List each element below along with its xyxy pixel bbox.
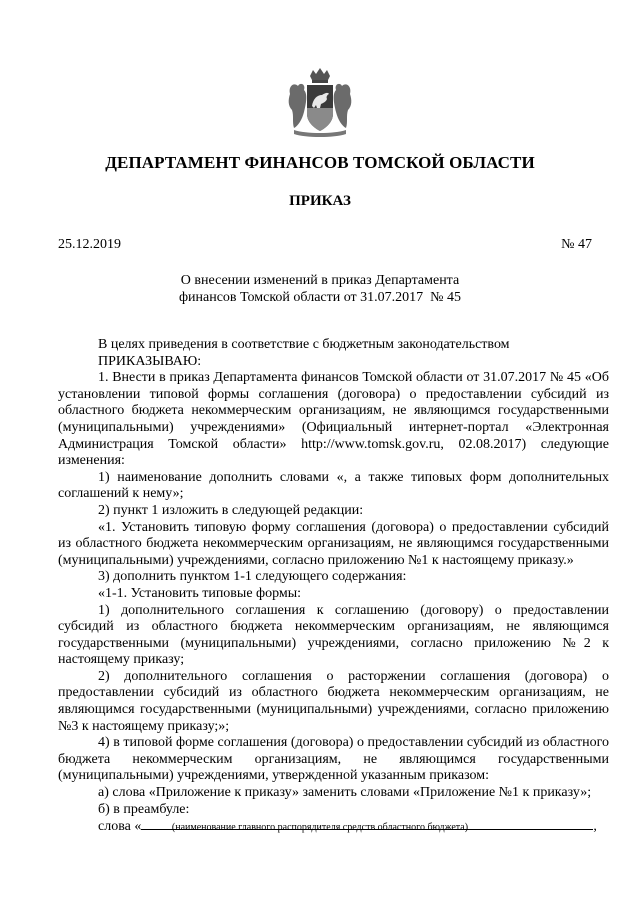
words-prefix: слова «	[98, 819, 142, 835]
organization-title: ДЕПАРТАМЕНТ ФИНАНСОВ ТОМСКОЙ ОБЛАСТИ	[105, 153, 535, 172]
paragraph-4-item-a: а) слова «Приложение к приказу» заменить словами «Приложение №1 к приказу»;	[98, 785, 592, 801]
document-type-title: ПРИКАЗ	[289, 193, 351, 209]
coat-of-arms-icon	[286, 68, 354, 138]
paragraph-4: 4) в типовой форме соглашения (договора) о предоставлении субсидий из областного бюджета некоммерческим организациям, не являющимся государственными (муниципальными) учреждениями, утвержденной указанным приказом:	[58, 735, 609, 784]
paragraph-1-item-1: 1) наименование дополнить словами «, а также типовых форм дополнительных соглашений к нему»;	[58, 469, 609, 502]
document-subject	[0, 272, 640, 306]
intro-paragraph: В целях приведения в соответствие с бюджетным законодательством	[98, 337, 510, 352]
words-suffix: ,	[593, 819, 597, 835]
paragraph-1: 1. Внести в приказ Департамента финансов Томской области от 31.07.2017 № 45 «Об установлении типовой формы соглашения (договора) о предоставлении субсидий из областного бюджета некоммерческим организациям, не являющимся государственными (муниципальными) учреждениями» (Официальный интернет-портал «Электронная Администрация Томской области» http://www.tomsk.gov.ru, 02.08.2017) следующие изменения:	[58, 370, 609, 469]
paragraph-3-heading: «1-1. Установить типовые формы:	[98, 585, 302, 601]
paragraph-3-item-2: 2) дополнительного соглашения о расторжении соглашения (договора) о предоставлении субсидий из областного бюджета некоммерческим организациям, не являющимся государственными (муниципальными) учреждениями, согласно приложению №3 к настоящему приказу;»;	[58, 668, 609, 734]
paragraph-4-item-b: б) в преамбуле:	[98, 801, 190, 817]
paragraph-2-text: «1. Установить типовую форму соглашения (договора) о предоставлении субсидий из областного бюджета некоммерческим организациям, не являющимся государственными (муниципальными) учреждениями, согласно приложению №1 к настоящему приказу.»	[58, 519, 609, 568]
subject-line-1: О внесении изменений в приказ Департамента	[180, 273, 460, 288]
paragraph-3-item-1: 1) дополнительного соглашения к соглашению (договору) о предоставлении субсидий из областного бюджета некоммерческим организациям, не являющимся государственными (муниципальными) учреждениями, согласно приложению №2 к настоящему приказу;	[58, 602, 609, 668]
document-date: 25.12.2019	[58, 237, 121, 252]
fill-in-caption: (наименование главного распорядителя средств областного бюджета)	[171, 822, 469, 833]
document-body	[58, 337, 609, 836]
paragraph-3: 3) дополнить пунктом 1-1 следующего содержания:	[98, 569, 407, 585]
paragraph-2: 2) пункт 1 изложить в следующей редакции:	[98, 502, 364, 518]
document-number: № 47	[561, 237, 592, 252]
order-word: ПРИКАЗЫВАЮ:	[98, 353, 202, 369]
subject-line-2: финансов Томской области от 31.07.2017 № 45	[178, 290, 462, 305]
